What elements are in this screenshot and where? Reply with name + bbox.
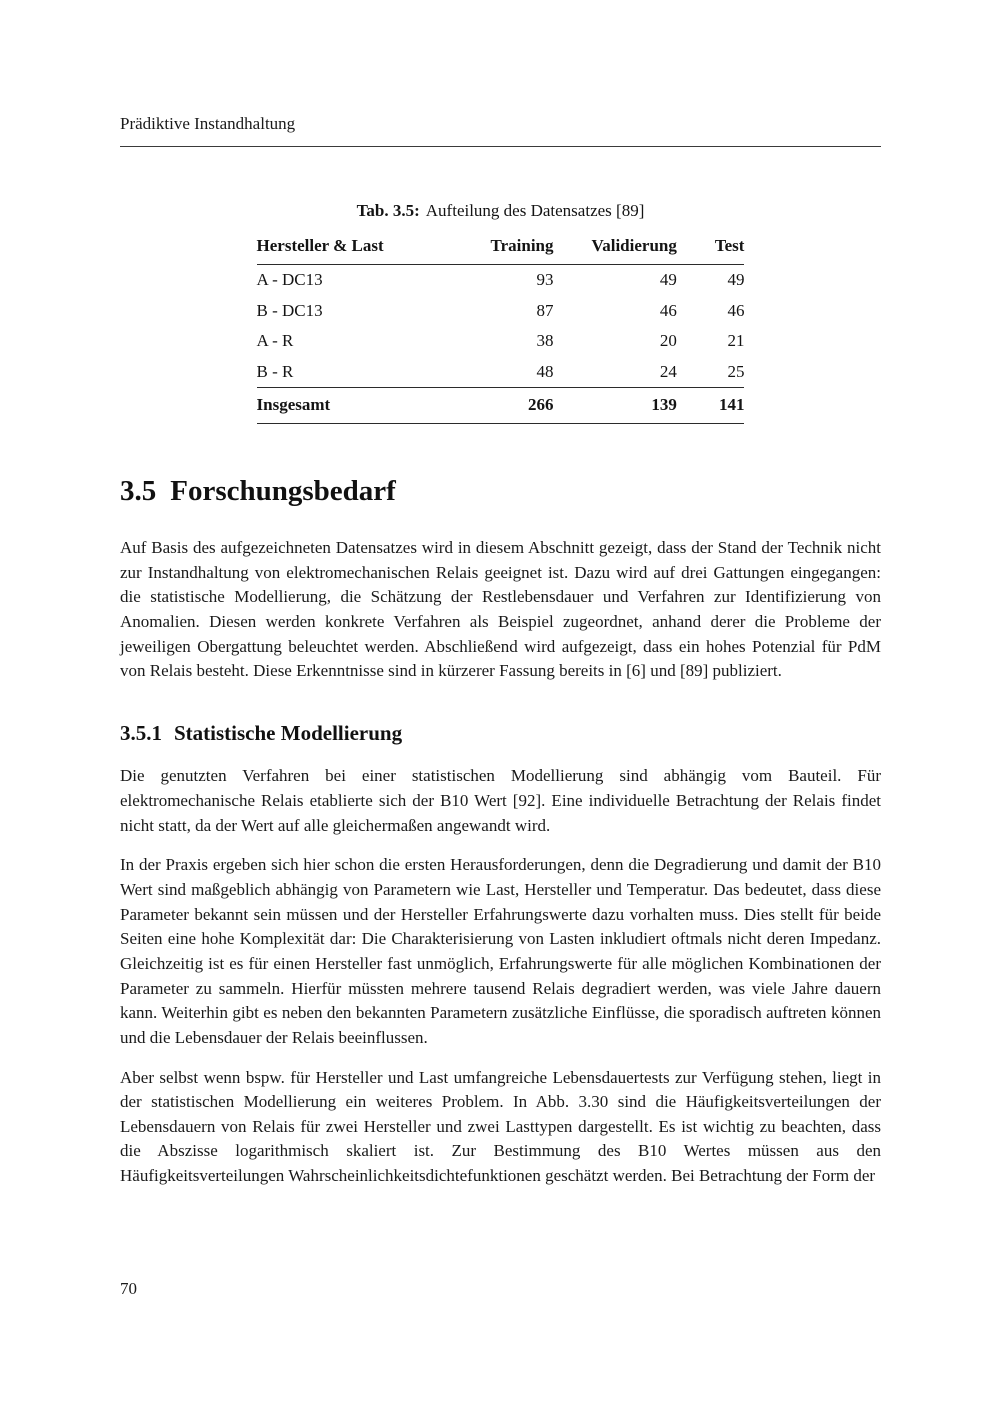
table-cell: 49 [727, 269, 745, 289]
table-cell: A - DC13 [256, 269, 323, 289]
paragraph: Aber selbst wenn bspw. für Hersteller und Last umfangreiche Lebensdauertests zur Verfügung stehen, liegt in der statistischen Modellierung ein weiteres Problem. In Abb. 3.30 sind die Häufigkeitsverteilungen der Lebensdauern von Relais für zwei Hersteller und zwei Lasttypen dargestellt. Es ist wichtig zu beachten, dass die Abszisse logarithmisch skaliert ist. Zur Bestimmung des B10 Wertes müssen aus den Häufigkeitsverteilungen Wahrscheinlichkeitsdichtefunktionen geschätzt werden. Bei Betrachtung der Form der [120, 1067, 881, 1186]
data-table [257, 231, 745, 424]
section-heading [120, 470, 881, 512]
paragraph: Die genutzten Verfahren bei einer statistischen Modellierung sind abhängig vom Bauteil. Für elektromechanische Relais etablierte sich der B10 Wert [92]. Eine individuelle Betrachtung der Relais findet nicht statt, da der Wert auf alle gleichermaßen angewandt wird. [120, 766, 881, 835]
subsection-title: Statistische Modellierung [174, 721, 403, 746]
table-total-row [257, 388, 745, 424]
subsection-number: 3.5.1 [120, 721, 162, 746]
table-cell: Insgesamt [257, 388, 453, 424]
table-cell: B - DC13 [256, 300, 323, 320]
page-number: 70 [120, 1279, 137, 1299]
table-cell: A - R [256, 331, 294, 351]
table-block [257, 199, 745, 424]
table-caption-text: Aufteilung des Datensatzes [89] [425, 200, 645, 220]
table-cell: 93 [536, 269, 554, 289]
table-cell: 49 [659, 269, 677, 289]
table-row [257, 296, 745, 327]
table-cell: 139 [554, 388, 677, 424]
table-caption-label: Tab. 3.5: [356, 200, 420, 220]
table-row [257, 357, 745, 388]
table-cell: 46 [727, 300, 745, 320]
section-number: 3.5 [120, 475, 157, 508]
table-cell: B - R [256, 361, 294, 381]
table-header-cell: Test [677, 231, 745, 264]
table-row [257, 326, 745, 357]
table-caption [257, 199, 745, 224]
table-header-cell: Training [453, 231, 554, 264]
table-cell: 266 [453, 388, 554, 424]
table-cell: 46 [659, 300, 677, 320]
table-cell: 20 [659, 331, 677, 351]
paragraph: In der Praxis ergeben sich hier schon die ersten Herausforderungen, denn die Degradierung und damit der B10 Wert sind maßgeblich abhängig von Parametern wie Last, Hersteller und Temperatur. Das bedeutet, dass diese Parameter bekannt sein müssen und der Hersteller Erfahrungswerte dazu vorhalten muss. Dies stellt für beide Seiten eine hohe Komplexität dar: Die Charakterisierung von Lasten inkludiert oftmals nicht deren Impedanz. Gleichzeitig ist es für einen Hersteller fast unmöglich, Erfahrungswerte für alle möglichen Kombinationen der Parameter zu sammeln. Hierfür müssten mehrere tausend Relais degradiert werden, was viele Jahre dauern kann. Weiterhin gibt es neben den bekannten Parametern zusätzliche Einflüsse, die sporadisch auftreten können und die Lebensdauer der Relais beeinflussen. [120, 855, 881, 1047]
table-cell: 48 [536, 361, 554, 381]
table-cell: 25 [727, 361, 745, 381]
table-cell: 87 [536, 300, 554, 320]
running-header-title: Prädiktive Instandhaltung [120, 114, 296, 133]
table-cell: 24 [659, 361, 677, 381]
paragraph: Auf Basis des aufgezeichneten Datensatzes wird in diesem Abschnitt gezeigt, dass der Stand der Technik nicht zur Instandhaltung von elektromechanischen Relais geeignet ist. Dazu wird auf drei Gattungen eingegangen: die statistische Modellierung, die Schätzung der Restlebensdauer und Verfahren zur Identifizierung von Anomalien. Diesen werden konkrete Verfahren als Beispiel zugeordnet, anhand derer die Probleme der jeweiligen Obergattung beleuchtet werden. Abschließend wird aufgezeigt, dass ein hohes Potenzial für PdM von Relais besteht. Diese Erkenntnisse sind in kürzerer Fassung bereits in [6] und [89] publiziert. [120, 538, 881, 681]
table-header-cell: Hersteller & Last [257, 231, 453, 264]
table-header-cell: Validierung [554, 231, 677, 264]
table-row [257, 264, 745, 295]
table-cell: 141 [677, 388, 745, 424]
running-header [120, 112, 881, 147]
section-title: Forschungsbedarf [170, 475, 396, 508]
table-cell: 38 [536, 331, 554, 351]
table-header-row [257, 231, 745, 264]
subsection-heading [120, 718, 881, 748]
table-cell: 21 [727, 331, 745, 351]
